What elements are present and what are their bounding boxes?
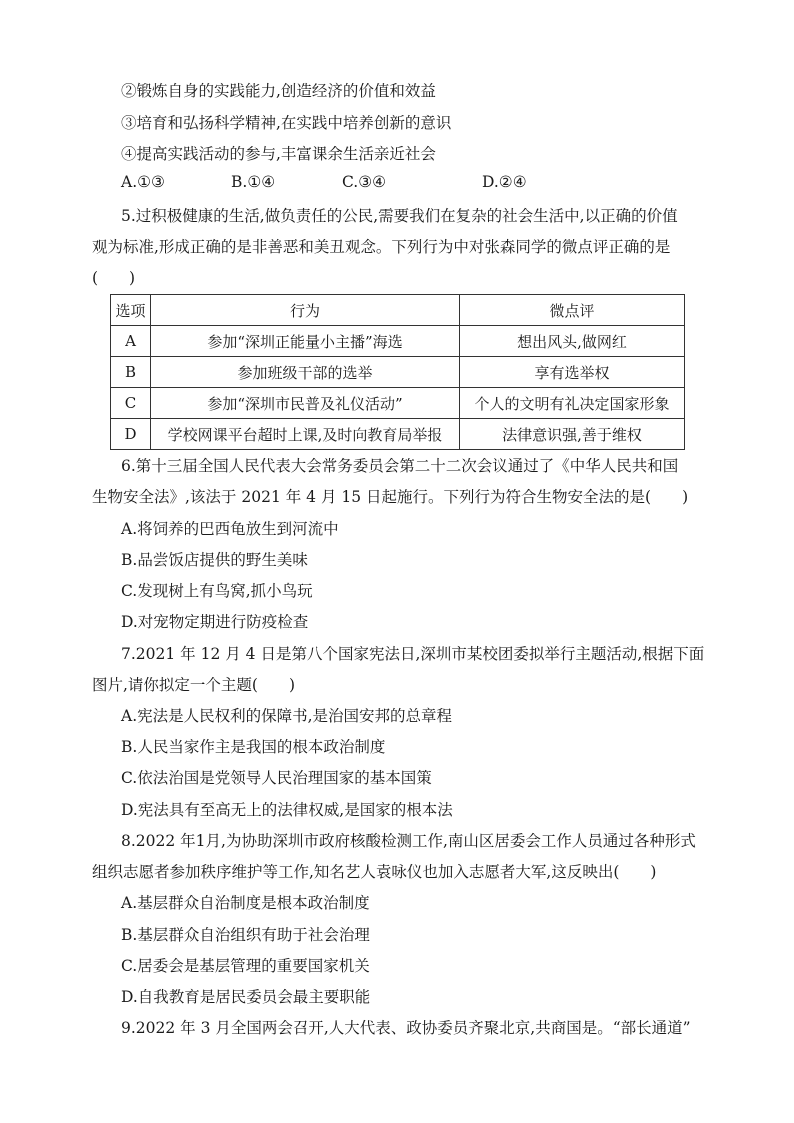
table-cell: C [111, 388, 151, 419]
table-cell: 学校网课平台超时上课,及时向教育局举报 [151, 419, 460, 450]
table-cell: 想出风头,做网红 [460, 326, 685, 357]
q6-option-a: A.将饲养的巴西龟放生到河流中 [121, 520, 339, 538]
q4-option-a: A.①③ [121, 173, 165, 191]
q7-option-a: A.宪法是人民权利的保障书,是治国安邦的总章程 [121, 707, 453, 725]
table-cell: 法律意识强,善于维权 [460, 419, 685, 450]
q8-stem-line2: 组织志愿者参加秩序维护等工作,知名艺人袁咏仪也加入志愿者大军,这反映出( ) [92, 863, 657, 881]
q6-stem-line2: 生物安全法》,该法于 2021 年 4 月 15 日起施行。下列行为符合生物安全法的是( ) [92, 488, 689, 506]
q8-option-b: B.基层群众自治组织有助于社会治理 [121, 926, 370, 944]
table-cell: D [111, 419, 151, 450]
q7-option-c: C.依法治国是党领导人民治理国家的基本国策 [121, 769, 432, 787]
q4-option-d: D.②④ [482, 173, 527, 191]
q5-stem-line2: 观为标准,形成正确的是非善恶和美丑观念。下列行为中对张森同学的微点评正确的是 [92, 238, 671, 256]
q4-options [121, 173, 681, 195]
table-cell: A [111, 326, 151, 357]
q8-option-c: C.居委会是基层管理的重要国家机关 [121, 957, 370, 975]
q8-stem-line1: 8.2022 年1月,为协助深圳市政府核酸检测工作,南山区居委会工作人员通过各种形式 [121, 832, 696, 850]
table-row [111, 326, 685, 357]
q4-option-b: B.①④ [231, 173, 276, 191]
table-cell: 参加“深圳正能量小主播”海选 [151, 326, 460, 357]
q5-stem-line3: ( ) [92, 269, 136, 287]
table-cell: B [111, 357, 151, 388]
table-cell: 享有选举权 [460, 357, 685, 388]
q7-stem-line1: 7.2021 年 12 月 4 日是第八个国家宪法日,深圳市某校团委拟举行主题活动,根据下面 [121, 645, 705, 663]
table-cell: 参加“深圳市民普及礼仪活动” [151, 388, 460, 419]
table-header-option: 选项 [111, 295, 151, 326]
q6-option-c: C.发现树上有鸟窝,抓小鸟玩 [121, 582, 313, 600]
q7-option-b: B.人民当家作主是我国的根本政治制度 [121, 738, 386, 756]
table-cell: 参加班级干部的选举 [151, 357, 460, 388]
q5-table [110, 294, 685, 450]
q7-option-d: D.宪法具有至高无上的法律权威,是国家的根本法 [121, 801, 453, 819]
q4-item-4: ④提高实践活动的参与,丰富课余生活亲近社会 [121, 145, 436, 163]
q8-option-a: A.基层群众自治制度是根本政治制度 [121, 894, 370, 912]
q8-option-d: D.自我教育是居民委员会最主要职能 [121, 988, 371, 1006]
table-header-row [111, 295, 685, 326]
table-header-comment: 微点评 [460, 295, 685, 326]
q6-stem-line1: 6.第十三届全国人民代表大会常务委员会第二十二次会议通过了《中华人民共和国 [121, 457, 679, 475]
q7-stem-line2: 图片,请你拟定一个主题( ) [92, 676, 296, 694]
q4-item-3: ③培育和弘扬科学精神,在实践中培养创新的意识 [121, 114, 452, 132]
table-row [111, 419, 685, 450]
table-header-behavior: 行为 [151, 295, 460, 326]
q4-option-c: C.③④ [342, 173, 387, 191]
q6-option-b: B.品尝饭店提供的野生美味 [121, 551, 308, 569]
q5-stem-line1: 5.过积极健康的生活,做负责任的公民,需要我们在复杂的社会生活中,以正确的价值 [121, 207, 678, 225]
table-cell: 个人的文明有礼决定国家形象 [460, 388, 685, 419]
q9-stem-line1: 9.2022 年 3 月全国两会召开,人大代表、政协委员齐聚北京,共商国是。“部长通道” [121, 1019, 691, 1037]
q4-item-2: ②锻炼自身的实践能力,创造经济的价值和效益 [121, 82, 436, 100]
table-row [111, 357, 685, 388]
table-row [111, 388, 685, 419]
q6-option-d: D.对宠物定期进行防疫检查 [121, 613, 309, 631]
